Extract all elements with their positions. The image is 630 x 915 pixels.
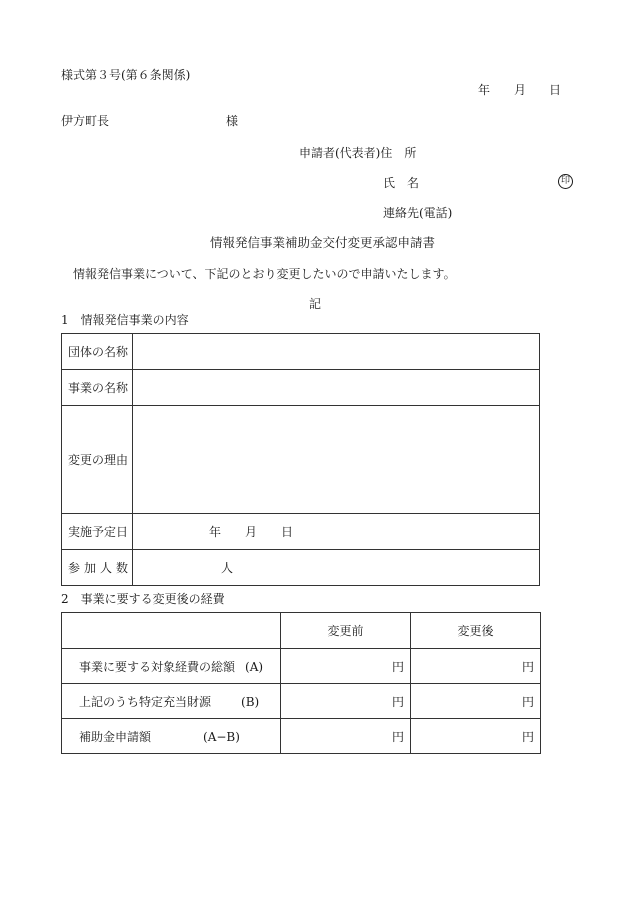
specific-funds-before[interactable]: 円 <box>281 684 411 719</box>
table-row <box>62 550 540 586</box>
table-row <box>62 684 541 719</box>
section2-heading: 2 事業に要する変更後の経費 <box>61 592 225 606</box>
date-label: 実施予定日 <box>62 514 133 550</box>
subsidy-request-label: 補助金申請額 <box>79 729 152 744</box>
applicant-address-label: 申請者(代表者)住 所 <box>299 146 417 160</box>
table-row <box>62 514 540 550</box>
date-field-year: 年 <box>209 525 222 539</box>
reason-label: 変更の理由 <box>62 406 133 514</box>
column-header-before: 変更前 <box>281 613 411 649</box>
total-cost-code: (A) <box>245 659 264 674</box>
total-cost-after[interactable]: 円 <box>411 649 541 684</box>
project-name-field[interactable] <box>133 370 540 406</box>
date-day-label: 日 <box>549 83 562 97</box>
date-year-label: 年 <box>478 83 491 97</box>
expense-row-label <box>62 649 281 684</box>
addressee-name: 伊方町長 <box>61 114 110 128</box>
reason-field[interactable] <box>133 406 540 514</box>
subsidy-request-before[interactable]: 円 <box>281 719 411 754</box>
date-field-day: 日 <box>281 525 294 539</box>
expense-row-label <box>62 684 281 719</box>
specific-funds-label: 上記のうち特定充当財源 <box>79 694 212 709</box>
table-header-row <box>62 613 541 649</box>
table-row <box>62 370 540 406</box>
participants-label: 参加人数 <box>62 550 133 586</box>
project-content-table <box>61 333 540 586</box>
date-month-label: 月 <box>514 83 527 97</box>
section1-heading: 1 情報発信事業の内容 <box>61 313 189 327</box>
participants-unit: 人 <box>221 561 234 575</box>
form-number: 様式第３号(第６条関係) <box>61 68 191 82</box>
project-name-label: 事業の名称 <box>62 370 133 406</box>
column-header-after: 変更後 <box>411 613 541 649</box>
header-empty-cell <box>62 613 281 649</box>
intro-text: 情報発信事業について、下記のとおり変更したいので申請いたします。 <box>73 267 456 281</box>
ki-label: 記 <box>309 297 322 311</box>
subsidy-request-code: (A−B) <box>203 729 240 744</box>
date-field-month: 月 <box>245 525 258 539</box>
expense-table <box>61 612 541 754</box>
total-cost-before[interactable]: 円 <box>281 649 411 684</box>
applicant-name-label: 氏 名 <box>383 176 420 190</box>
table-row <box>62 649 541 684</box>
date-field[interactable] <box>133 514 540 550</box>
table-row <box>62 334 540 370</box>
participants-field[interactable] <box>133 550 540 586</box>
applicant-contact-label: 連絡先(電話) <box>383 206 453 220</box>
subsidy-request-after[interactable]: 円 <box>411 719 541 754</box>
specific-funds-code: (B) <box>241 694 260 709</box>
table-row <box>62 406 540 514</box>
addressee-honorific: 様 <box>226 114 239 128</box>
org-name-field[interactable] <box>133 334 540 370</box>
total-cost-label: 事業に要する対象経費の総額 <box>79 659 236 674</box>
document-title: 情報発信事業補助金交付変更承認申請書 <box>210 235 436 250</box>
org-name-label: 団体の名称 <box>62 334 133 370</box>
expense-row-label <box>62 719 281 754</box>
specific-funds-after[interactable]: 円 <box>411 684 541 719</box>
seal-mark: 印 <box>558 174 573 189</box>
table-row <box>62 719 541 754</box>
